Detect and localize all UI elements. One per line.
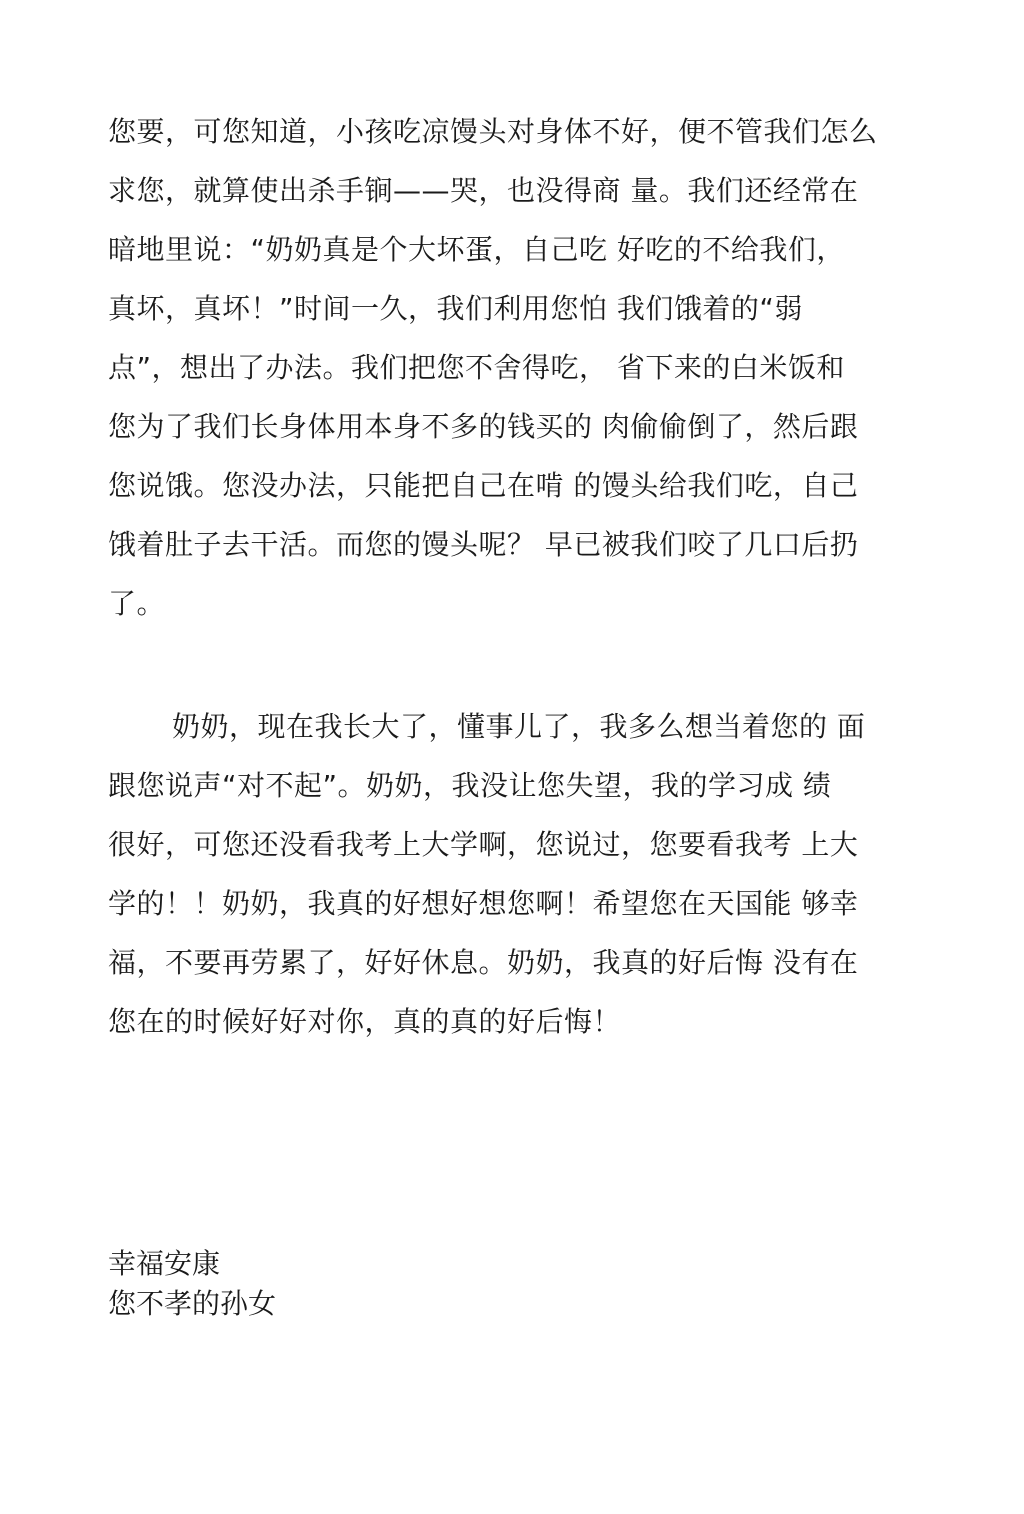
paragraph-line: 您说饿。您没办法，只能把自己在啃 的馒头给我们吃，自己: [108, 469, 859, 502]
paragraph-line: 福，不要再劳累了，好好休息。奶奶，我真的好后悔 没有在: [108, 946, 859, 979]
paragraph-line: 您为了我们长身体用本身不多的钱买的 肉偷偷倒了，然后跟: [108, 410, 859, 443]
paragraph-line-indented: 奶奶，现在我长大了，懂事儿了，我多么想当着您的 面: [172, 710, 866, 743]
paragraph-1: [108, 102, 918, 633]
closing-signature: 您不孝的孙女: [108, 1287, 277, 1320]
paragraph-line: 您要，可您知道，小孩吃凉馒头对身体不好，便不管我们怎么: [108, 115, 878, 148]
paragraph-line: 真坏，真坏！”时间一久，我们利用您怕 我们饿着的“弱: [108, 292, 803, 325]
paragraph-line: 很好，可您还没看我考上大学啊，您说过，您要看我考 上大: [108, 828, 859, 861]
paragraph-line: 了。: [108, 587, 166, 620]
paragraph-line: 求您，就算使出杀手锏——哭，也没得商 量。我们还经常在: [108, 174, 859, 207]
paragraph-line: 跟您说声“对不起”。奶奶，我没让您失望，我的学习成 绩: [108, 769, 832, 802]
closing-salutation: 幸福安康: [108, 1247, 221, 1280]
paragraph-line: 暗地里说：“奶奶真是个大坏蛋，自己吃 好吃的不给我们，: [108, 233, 845, 266]
letter-closing: [108, 1244, 276, 1324]
paragraph-line: 饿着肚子去干活。而您的馒头呢？ 早已被我们咬了几口后扔: [108, 528, 859, 561]
paragraph-line: 点”，想出了办法。我们把您不舍得吃， 省下来的白米饭和: [108, 351, 845, 384]
paragraph-line: 学的！！奶奶，我真的好想好想您啊！希望您在天国能 够幸: [108, 887, 859, 920]
paragraph-2: [108, 697, 918, 1051]
paragraph-line: 您在的时候好好对你，真的真的好后悔！: [108, 1005, 622, 1038]
